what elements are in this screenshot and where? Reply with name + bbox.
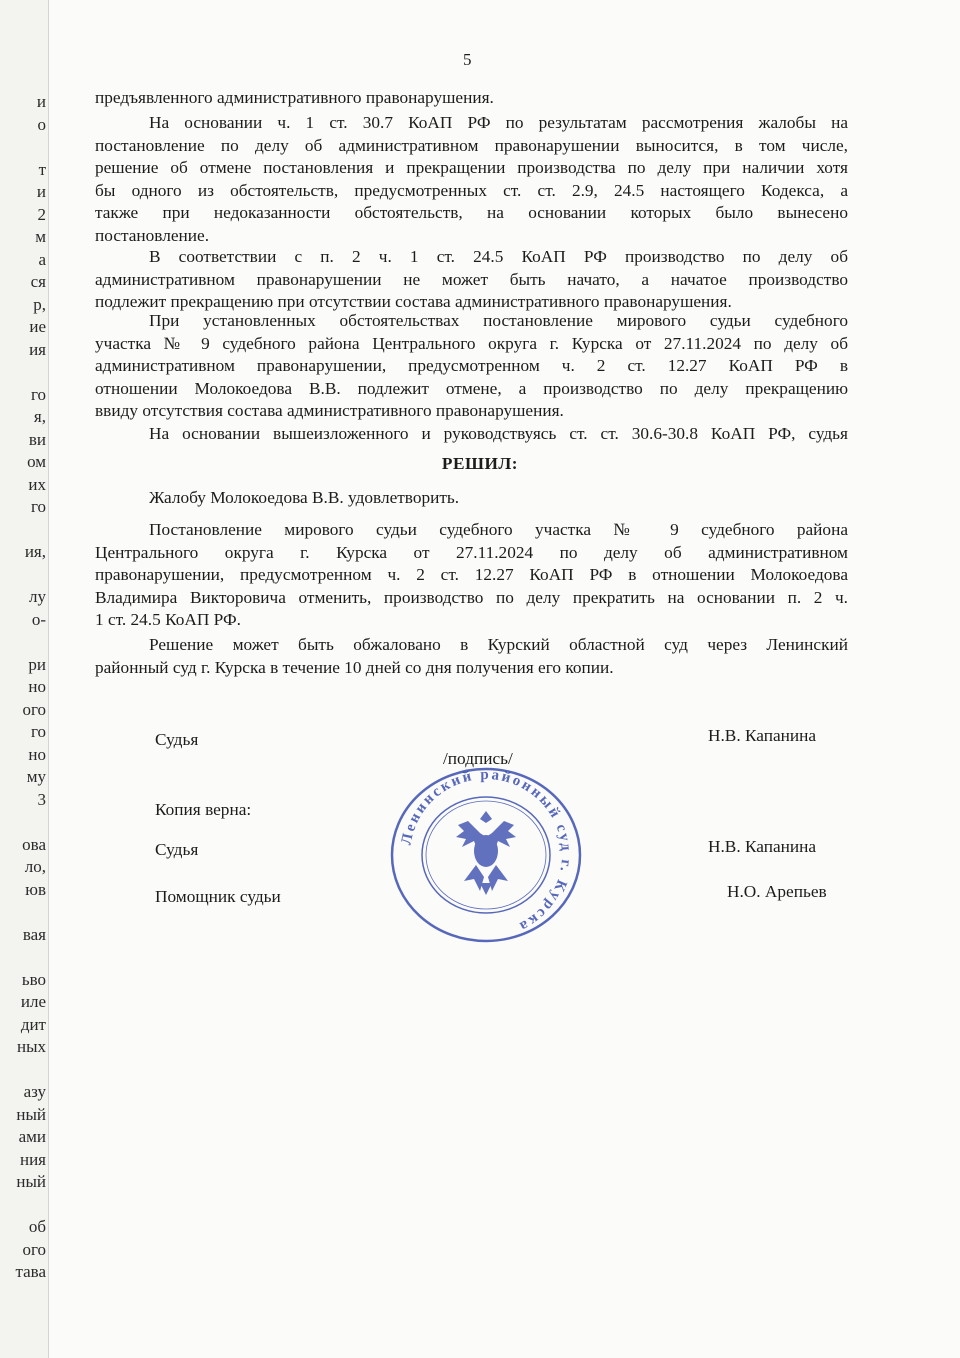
text-line: отношении Молокоедова В.В. подлежит отмене, а производство по делу прекращению	[95, 378, 848, 398]
underlying-text-fragment: му	[26, 767, 46, 786]
text-line: решение об отмене постановления и прекращении производства по делу при наличии хотя	[95, 158, 848, 177]
judge-label: Судья	[155, 730, 199, 749]
underlying-text-fragment: ный	[16, 1104, 46, 1124]
underlying-text-fragment: го	[30, 497, 46, 516]
underlying-text-fragment: 3	[37, 789, 46, 809]
paragraph-appeal	[95, 634, 848, 679]
underlying-text-fragment: т	[38, 159, 46, 179]
assistant-name: Н.О. Арепьев	[727, 882, 827, 901]
text-line: участка № 9 судебного района Центрального округа г. Курска от 27.11.2024 по делу об	[95, 333, 848, 353]
text-line: Постановление мирового судьи судебного участка № 9 судебного района	[149, 520, 848, 539]
underlying-text-fragment: ого	[22, 1239, 46, 1259]
judge-name: Н.В. Капанина	[708, 726, 817, 745]
underlying-text-fragment: азу	[23, 1082, 46, 1101]
text-line: административном правонарушении не может быть начато, а начатое производство	[95, 269, 848, 289]
underlying-text-fragment: и	[36, 182, 46, 201]
underlying-text-fragment: тава	[15, 1262, 46, 1281]
underlying-text-fragment: лу	[29, 587, 46, 606]
underlying-text-fragment: ло,	[24, 857, 46, 876]
underlying-text-fragment: их	[28, 474, 46, 494]
text-line: На основании ч. 1 ст. 30.7 КоАП РФ по результатам рассмотрения жалобы на	[149, 113, 848, 132]
underlying-text-fragment: ом	[27, 452, 46, 471]
paragraph-article-24-5	[95, 246, 848, 314]
text-line: постановление.	[95, 225, 210, 245]
underlying-text-fragment: ами	[18, 1127, 46, 1146]
underlying-text-fragment: ьво	[21, 969, 46, 989]
text-line: На основании вышеизложенного и руководствуясь ст. ст. 30.6-30.8 КоАП РФ, судья	[149, 424, 848, 443]
text-line: предъявленного административного правонарушения.	[95, 88, 494, 107]
paragraph-annul-ruling	[95, 519, 848, 632]
underlying-text-fragment: м	[35, 227, 46, 246]
text-line: В соответствии с п. 2 ч. 1 ст. 24.5 КоАП РФ производство по делу об	[149, 247, 848, 266]
underlying-text-fragment: об	[28, 1217, 46, 1236]
text-line: ввиду отсутствия состава административного правонарушения.	[95, 401, 564, 420]
text-line: Жалобу Молокоедова В.В. удовлетворить.	[149, 488, 460, 507]
copy-certified-label: Копия верна:	[155, 800, 252, 819]
paragraph-grounds	[95, 423, 848, 446]
underlying-text-fragment: ова	[22, 834, 46, 854]
text-line: также при недоказанности обстоятельств, на основании которых было вынесено	[95, 203, 848, 222]
underlying-text-fragment: ия,	[24, 542, 46, 561]
page-number: 5	[463, 50, 472, 69]
text-line: бы одного из обстоятельств, предусмотренных ст. ст. 2.9, 24.5 настоящего Кодекса, а	[95, 180, 848, 200]
underlying-text-fragment: ных	[16, 1037, 46, 1056]
underlying-text-fragment: го	[30, 722, 46, 741]
underlying-text-fragment: и	[36, 92, 46, 111]
copy-judge-name: Н.В. Капанина	[708, 837, 817, 856]
seal-text: Ленинский районный суд г. Курска	[398, 766, 575, 936]
underlying-text-fragment: го	[30, 384, 46, 404]
underlying-text-fragment: дит	[20, 1014, 46, 1034]
underlying-text-fragment: о	[37, 114, 46, 134]
paragraph-article-30-7	[95, 112, 848, 247]
underlying-text-fragment: ся	[30, 272, 46, 291]
underlying-text-fragment: ри	[28, 654, 46, 674]
underlying-text-fragment: ви	[28, 429, 46, 449]
underlying-text-fragment: ого	[22, 699, 46, 719]
underlying-text-fragment: иле	[20, 992, 46, 1011]
underlying-text-fragment: вая	[22, 924, 46, 944]
underlying-text-fragment: ния	[19, 1149, 46, 1169]
text-line: Решение может быть обжаловано в Курский областной суд через Ленинский	[149, 635, 848, 654]
text-line: постановление по делу об административном правонарушении выносится, в том числе,	[95, 135, 848, 155]
underlying-text-fragment: о-	[31, 609, 46, 629]
underlying-text-fragment: но	[28, 744, 46, 764]
text-line: При установленных обстоятельствах постановление мирового судьи судебного	[149, 311, 848, 330]
underlying-text-fragment: ие	[29, 317, 46, 336]
text-line: правонарушении, предусмотренном ч. 2 ст. 12.27 КоАП РФ в отношении Молокоедова	[95, 565, 848, 584]
underlying-text-fragment: а	[38, 249, 46, 269]
text-line: Владимира Викторовича отменить, производство по делу прекратить на основании п. 2 ч.	[95, 587, 848, 607]
underlying-text-fragment: но	[28, 677, 46, 696]
underlying-text-fragment: ный	[16, 1172, 46, 1191]
decision-heading: РЕШИЛ:	[441, 454, 519, 473]
signature-note: /подпись/	[443, 749, 513, 768]
text-line: районный суд г. Курска в течение 10 дней со дня получения его копии.	[95, 657, 614, 677]
text-line: Центрального округа г. Курска от 27.11.2024 по делу об административном	[95, 542, 848, 562]
underlying-text-fragment: я,	[33, 407, 46, 426]
underlying-page-edge	[0, 0, 49, 1358]
court-seal	[388, 765, 584, 945]
paragraph-circumstances	[95, 310, 848, 423]
text-line: административном правонарушении, предусмотренном ч. 2 ст. 12.27 КоАП РФ в	[95, 356, 848, 375]
paragraph-continuation	[95, 87, 848, 110]
assistant-label: Помощник судьи	[155, 887, 281, 906]
copy-judge-label: Судья	[155, 840, 199, 859]
underlying-text-fragment: 2	[37, 204, 46, 224]
underlying-text-fragment: р,	[33, 294, 46, 314]
underlying-text-fragment: ия	[29, 339, 46, 359]
text-line: подлежит прекращению при отсутствии состава административного правонарушения.	[95, 292, 732, 311]
paragraph-satisfy-complaint	[95, 487, 848, 510]
eagle-emblem-icon	[456, 811, 516, 895]
text-line: 1 ст. 24.5 КоАП РФ.	[95, 610, 241, 629]
underlying-text-fragment: юв	[25, 879, 46, 899]
